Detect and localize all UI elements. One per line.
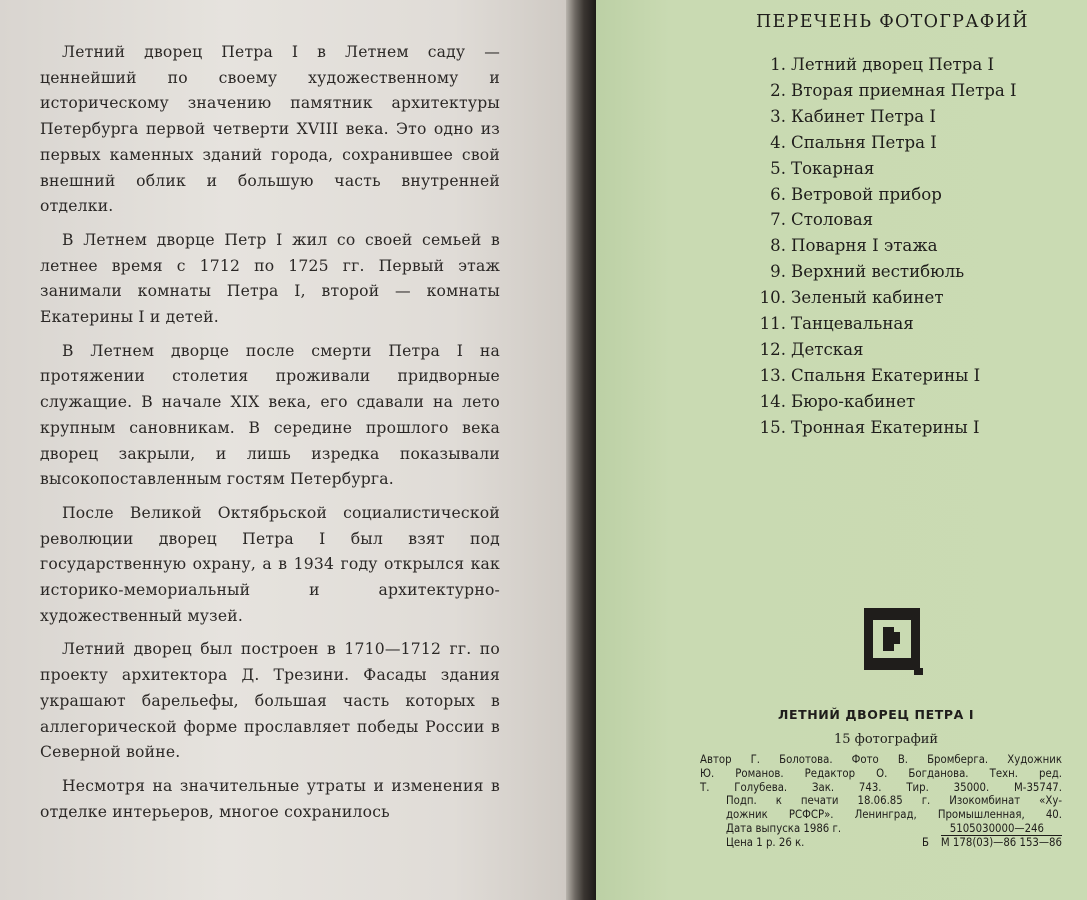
list-item [746, 233, 1017, 259]
item-title: Тронная Екатерины I [791, 417, 980, 437]
catalog-code [922, 836, 1062, 850]
list-item [746, 182, 1017, 208]
colophon-line: дожник РСФСР». Ленинград, Промышленная, 40. [726, 808, 1062, 822]
item-title: Танцевальная [791, 314, 914, 334]
item-title: Спальня Екатерины I [791, 365, 981, 385]
photo-list-title: ПЕРЕЧЕНЬ ФОТОГРАФИЙ [756, 12, 1029, 32]
list-item [746, 337, 1017, 363]
item-number: 12. [759, 339, 786, 359]
item-number: 13. [759, 365, 786, 385]
list-item [746, 207, 1017, 233]
item-title: Поварня I этажа [791, 236, 938, 256]
item-number: 6. [770, 184, 786, 204]
colophon-line: Ю. Романов. Редактор О. Богданова. Техн. ред. [700, 766, 1062, 780]
list-item [746, 156, 1017, 182]
item-title: Летний дворец Петра I [791, 55, 995, 74]
colophon-line: Подп. к печати 18.06.85 г. Изокомбинат «Ху- [726, 794, 1062, 808]
paragraph-5: Летний дворец был построен в 1710—1712 гг. по проекту архитектора Д. Трезини. Фасады здания украшают барельефы, большая часть которых в аллегорической форме прославляет победы России в Северной войне. [40, 640, 500, 762]
photo-list [746, 52, 1017, 441]
item-number: 7. [770, 210, 786, 230]
colophon [700, 753, 1062, 850]
item-title: Токарная [791, 158, 875, 178]
paragraph-3: В Летнем дворце после смерти Петра I на протяжении столетия проживали придворные служащие. В начале XIX века, его сдавали на лето крупным сановникам. В середине прошлого века дворец закрыли, и лишь изредка показывали высокопоставленным гостям Петербурга. [40, 341, 500, 489]
list-item [746, 285, 1017, 311]
list-item [746, 104, 1017, 130]
item-title: Кабинет Петра I [791, 106, 936, 126]
item-title: Зеленый кабинет [791, 288, 944, 308]
item-number: 1. [770, 55, 786, 74]
list-item [746, 389, 1017, 415]
item-title: Детская [791, 339, 864, 359]
catalog-letter: Б [921, 835, 929, 849]
item-title: Ветровой прибор [791, 184, 942, 204]
item-title: Вторая приемная Петра I [791, 80, 1017, 100]
item-title: Верхний вестибюль [791, 262, 965, 282]
list-item [746, 311, 1017, 337]
item-number: 11. [759, 314, 786, 334]
paragraph-6: Несмотря на значительные утраты и изменения в отделке интерьеров, многое сохранилось [40, 776, 500, 821]
list-item [746, 52, 1017, 78]
paragraph-1: Летний дворец Петра I в Летнем саду — ценнейший по своему художественному и историческому значению памятник архитектуры Петербурга первой четверти XVIII века. Это одно из первых каменных зданий города, сохранившее свой внешний облик и большую часть внутренней отделки. [40, 43, 500, 216]
list-item [746, 130, 1017, 156]
photo-count: 15 фотографий [834, 732, 939, 747]
item-title: Бюро-кабинет [791, 391, 916, 411]
paragraph-4: После Великой Октябрьской социалистической революции дворец Петра I был взят под государственную охрану, а в 1934 году открылся как историко-мемориальный и архитектурно-художественный музей. [40, 503, 500, 625]
item-number: 5. [770, 158, 786, 178]
colophon-line [700, 836, 1062, 850]
catalog-code-bottom: М 178(03)—86 153—86 [940, 835, 1062, 849]
publisher-emblem-icon [862, 606, 924, 676]
colophon-line [700, 822, 1062, 836]
item-number: 10. [759, 288, 786, 308]
item-number: 2. [770, 80, 786, 100]
list-item [746, 259, 1017, 285]
list-item [746, 78, 1017, 104]
book-title: ЛЕТНИЙ ДВОРЕЦ ПЕТРА I [778, 707, 975, 722]
list-item [746, 363, 1017, 389]
body-text [40, 40, 500, 833]
book-gutter [566, 0, 596, 900]
item-title: Спальня Петра I [791, 132, 937, 152]
price: Цена 1 р. 26 к. [726, 835, 805, 849]
item-number: 9. [770, 262, 786, 282]
colophon-line: Т. Голубева. Зак. 743. Тир. 35000. М-35747. [700, 780, 1062, 794]
paragraph-2: В Летнем дворце Петр I жил со своей семьей в летнее время с 1712 по 1725 гг. Первый этаж занимали комнаты Петра I, второй — комнаты Екатерины I и детей. [40, 230, 500, 327]
item-number: 4. [770, 132, 786, 152]
item-number: 3. [770, 106, 786, 126]
release-date: Дата выпуска 1986 г. [726, 821, 842, 835]
colophon-line: Автор Г. Болотова. Фото В. Бромберга. Художник [700, 753, 1062, 766]
catalog-code-top: 5105030000—246 [949, 821, 1044, 835]
item-number: 8. [770, 236, 786, 256]
item-number: 14. [759, 391, 786, 411]
item-number: 15. [759, 417, 786, 437]
item-title: Столовая [791, 210, 874, 230]
list-item [746, 415, 1017, 441]
